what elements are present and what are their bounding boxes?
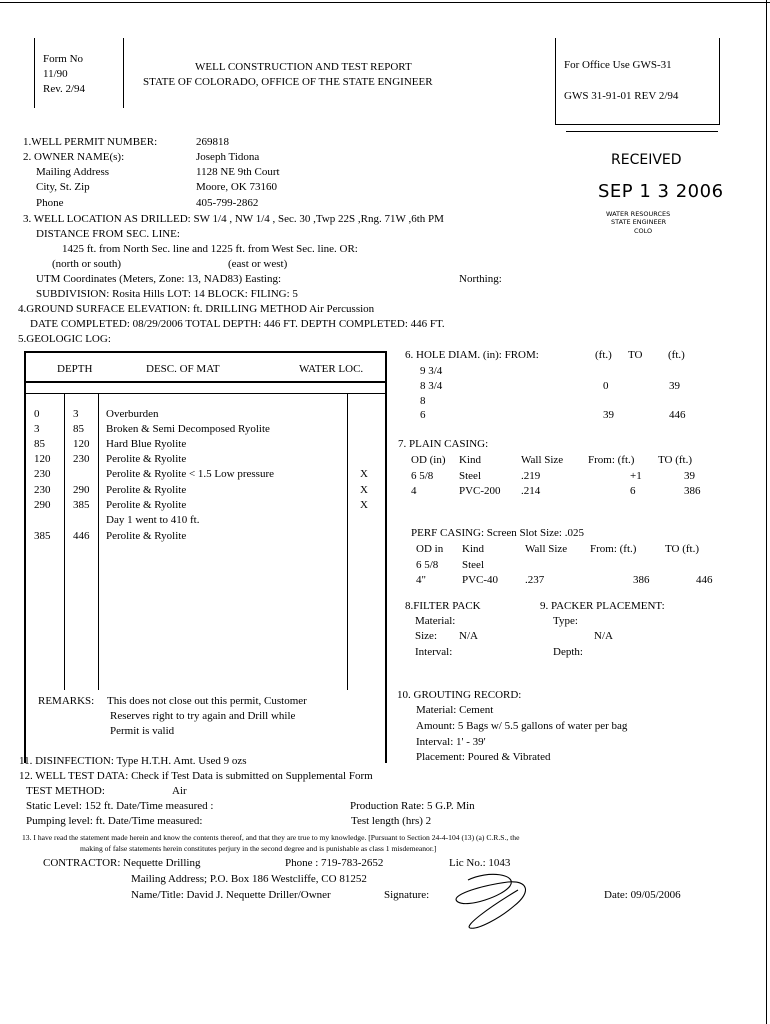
signature-label: Signature: [384,889,430,901]
east-west-note: (east or west) [228,258,288,270]
hole-diam-from: 39 [603,409,614,421]
plain-casing-od-header: OD (in) [411,454,446,466]
plain-casing-to-header: TO (ft.) [658,454,693,466]
well-test-data-line: 12. WELL TEST DATA: Check if Test Data is submitted on Supplemental Form [19,770,373,782]
geo-depth-from: 230 [34,484,51,496]
geologic-header-rule [26,381,385,383]
perf-casing-kind-header: Kind [462,543,484,555]
plain-casing-wall: .214 [521,485,541,497]
office-box-underline [566,131,718,132]
disinfection-line: 11. DISINFECTION: Type H.T.H. Amt. Used 9 ozs [19,755,247,767]
phone-value: 405-799-2862 [196,197,259,209]
hole-diam-to: TO [628,349,643,361]
grouting-material: Material: Cement [416,704,494,716]
perf-casing-wall: .237 [525,574,545,586]
remarks-line2: Reserves right to try again and Drill while [110,710,296,722]
mailing-address-label: Mailing Address [36,166,110,178]
geo-description: Perolite & Ryolite [106,484,187,496]
production-rate: Production Rate: 5 G.P. Min [350,800,475,812]
received-stamp: RECEIVED [611,152,682,168]
ground-elevation-line: 4.GROUND SURFACE ELEVATION: ft. DRILLING METHOD Air Percussion [18,303,375,315]
permit-number-label: 1.WELL PERMIT NUMBER: [23,136,158,148]
pumping-level: Pumping level: ft. Date/Time measured: [26,815,203,827]
mailing-address-value: 1128 NE 9th Court [196,166,280,178]
contractor-name-title: Name/Title: David J. Nequette Driller/Owner [131,889,331,901]
hole-diam-value: 6 [420,409,426,421]
geo-water-loc: X [360,499,368,511]
geologic-log-label: 5.GEOLOGIC LOG: [18,333,111,345]
geo-depth-from: 230 [34,468,51,480]
office-use-line2: GWS 31-91-01 REV 2/94 [564,90,679,102]
stamp-line-water-resources: WATER RESOURCES [606,210,671,218]
filter-size: Size: [415,630,437,642]
hole-diam-ft1: (ft.) [595,349,612,361]
certification-line1: 13. I have read the statement made herein and know the contents thereof, and that they are true to my knowledge. [Pursuant to Section 24-4-104 (13) (a) C.R.S., the [22,833,520,842]
subdivision-line: SUBDIVISION: Rosita Hills LOT: 14 BLOCK: FILING: 5 [36,288,298,300]
grouting-amount: Amount: 5 Bags w/ 5.5 gallons of water per bag [416,720,628,732]
stamp-line-state-engineer: STATE ENGINEER [611,218,667,226]
form-no-value: 11/90 [43,68,68,80]
filter-size-value: N/A [459,630,478,642]
page-right-border [766,0,767,1024]
plain-casing-to: 39 [684,470,695,482]
perf-casing-from: 386 [633,574,650,586]
geo-description: Broken & Semi Decomposed Ryolite [106,423,270,435]
city-value: Moore, OK 73160 [196,181,277,193]
plain-casing-label: 7. PLAIN CASING: [398,438,489,450]
perf-casing-kind: Steel [462,559,484,571]
completion-dates-line: DATE COMPLETED: 08/29/2006 TOTAL DEPTH: 446 FT. DEPTH COMPLETED: 446 FT. [30,318,445,330]
remarks-label: REMARKS: [38,695,95,707]
test-method-label: TEST METHOD: [26,785,105,797]
distance-value: 1425 ft. from North Sec. line and 1225 ft. from West Sec. line. OR: [62,243,358,255]
plain-casing-kind-header: Kind [459,454,481,466]
filter-material: Material: [415,615,456,627]
filter-pack-label: 8.FILTER PACK [405,600,481,612]
perf-casing-from-header: From: (ft.) [590,543,637,555]
water-col-divider [347,393,348,690]
test-length: Test length (hrs) 2 [351,815,432,827]
plain-casing-od: 6 5/8 [411,470,434,482]
form-rev: Rev. 2/94 [43,83,86,95]
geo-description: Perolite & Ryolite [106,453,187,465]
packer-placement-label: 9. PACKER PLACEMENT: [540,600,665,612]
perf-casing-to-header: TO (ft.) [665,543,700,555]
geo-water-loc: X [360,468,368,480]
plain-casing-to: 386 [684,485,701,497]
static-level: Static Level: 152 ft. Date/Time measured : [26,800,214,812]
report-title: WELL CONSTRUCTION AND TEST REPORT [195,61,412,73]
signature-date: Date: 09/05/2006 [604,889,681,901]
hole-diam-to: 446 [669,409,686,421]
geo-description: Perolite & Ryolite [106,499,187,511]
plain-casing-wall-header: Wall Size [521,454,564,466]
geo-water-loc: X [360,484,368,496]
packer-type: Type: [553,615,578,627]
phone-label: Phone [36,197,64,209]
geo-depth-from: 0 [34,408,40,420]
plain-casing-od: 4 [411,485,417,497]
depth-col-divider [64,393,65,690]
desc-header: DESC. OF MAT [146,363,220,375]
grouting-record-label: 10. GROUTING RECORD: [397,689,522,701]
hole-diam-value: 9 3/4 [420,365,443,377]
geo-depth-from: 85 [34,438,45,450]
perf-casing-label: PERF CASING: Screen Slot Size: .025 [411,527,584,539]
geo-depth-to: 385 [73,499,90,511]
geo-depth-to: 446 [73,530,90,542]
office-use-line1: For Office Use GWS-31 [564,59,672,71]
hole-diam-value: 8 [420,395,426,407]
office-use-box [555,38,720,125]
packer-type-value: N/A [594,630,613,642]
north-south-note: (north or south) [52,258,122,270]
geo-description: Overburden [106,408,159,420]
handwritten-signature [448,868,538,936]
perf-casing-to: 446 [696,574,713,586]
hole-diam-to: 39 [669,380,680,392]
plain-casing-from: 6 [630,485,636,497]
depth2-col-divider [98,393,99,690]
well-location-line: 3. WELL LOCATION AS DRILLED: SW 1/4 , NW 1/4 , Sec. 30 ,Twp 22S ,Rng. 71W ,6th PM [23,213,444,225]
hole-diam-ft2: (ft.) [668,349,685,361]
contractor-line: CONTRACTOR: Nequette Drilling [43,857,201,869]
remarks-line1: This does not close out this permit, Customer [107,695,307,707]
test-method-value: Air [172,785,187,797]
contractor-license: Lic No.: 1043 [449,857,511,869]
report-subtitle: STATE OF COLORADO, OFFICE OF THE STATE ENGINEER [143,76,433,88]
water-loc-header: WATER LOC. [299,363,364,375]
utm-coordinates: UTM Coordinates (Meters, Zone: 13, NAD83) Easting: [36,273,282,285]
received-date-stamp: SEP 1 3 2006 [598,181,724,202]
form-number-box [34,38,124,108]
perf-casing-od-header: OD in [416,543,444,555]
city-label: City, St. Zip [36,181,90,193]
plain-casing-from: +1 [630,470,642,482]
grouting-placement: Placement: Poured & Vibrated [416,751,551,763]
perf-casing-wall-header: Wall Size [525,543,568,555]
depth-header: DEPTH [57,363,93,375]
plain-casing-kind: PVC-200 [459,485,501,497]
geologic-top-rule [26,393,385,394]
geo-description: Perolite & Ryolite [106,530,187,542]
geo-description: Perolite & Ryolite < 1.5 Low pressure [106,468,274,480]
geo-description: Hard Blue Ryolite [106,438,187,450]
geo-depth-to: 120 [73,438,90,450]
geo-depth-to: 3 [73,408,79,420]
owner-name-value: Joseph Tidona [196,151,260,163]
stamp-line-colo: COLO [634,227,653,235]
geo-depth-from: 3 [34,423,40,435]
form-no-label: Form No [43,53,84,65]
geo-depth-from: 120 [34,453,51,465]
perf-casing-kind: PVC-40 [462,574,499,586]
perf-casing-od: 4" [416,574,426,586]
owner-name-label: 2. OWNER NAME(s): [23,151,125,163]
grouting-interval: Interval: 1' - 39' [416,736,486,748]
distance-label: DISTANCE FROM SEC. LINE: [36,228,180,240]
filter-interval: Interval: [415,646,453,658]
hole-diam-from: 0 [603,380,609,392]
hole-diam-label: 6. HOLE DIAM. (in): FROM: [405,349,539,361]
contractor-mailing: Mailing Address; P.O. Box 186 Westcliffe, CO 81252 [131,873,367,885]
plain-casing-wall: .219 [521,470,541,482]
geo-depth-from: 290 [34,499,51,511]
contractor-phone: Phone : 719-783-2652 [285,857,384,869]
page-top-border [0,2,770,3]
geo-description: Day 1 went to 410 ft. [106,514,200,526]
remarks-line3: Permit is valid [110,725,175,737]
hole-diam-value: 8 3/4 [420,380,443,392]
permit-number-value: 269818 [196,136,229,148]
packer-depth: Depth: [553,646,583,658]
northing-label: Northing: [459,273,502,285]
perf-casing-od: 6 5/8 [416,559,439,571]
geo-depth-from: 385 [34,530,51,542]
geo-depth-to: 290 [73,484,90,496]
plain-casing-kind: Steel [459,470,481,482]
geo-depth-to: 85 [73,423,84,435]
geo-depth-to: 230 [73,453,90,465]
certification-line2: making of false statements herein constitutes perjury in the second degree and is punishable as class 1 misdemeanor.] [80,844,437,853]
plain-casing-from-header: From: (ft.) [588,454,635,466]
